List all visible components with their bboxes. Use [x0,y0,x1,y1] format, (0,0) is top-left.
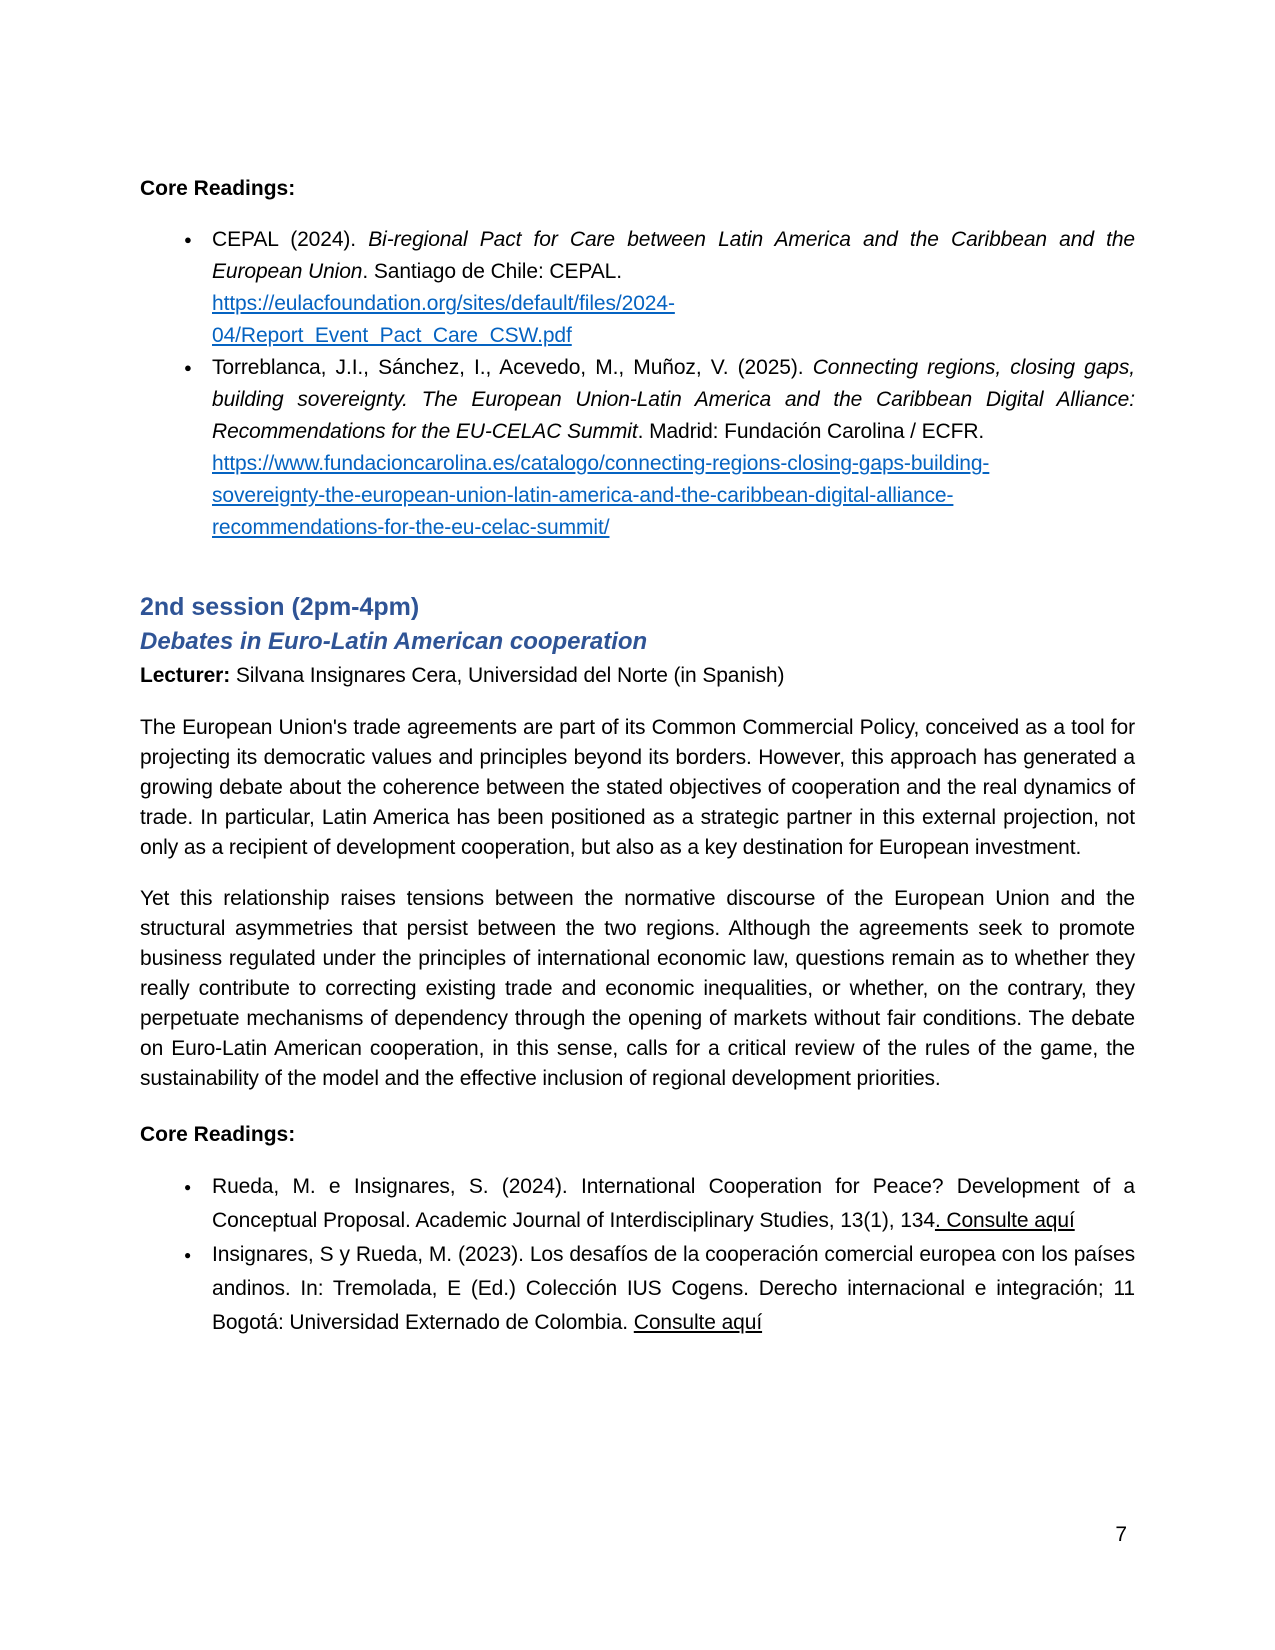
hyperlink[interactable]: https://eulacfoundation.org/sites/default/files/2024- [212,292,675,315]
reference-item [212,1170,1135,1238]
reference-item [212,1238,1135,1340]
text-run: Bi-regional Pact for Care between Latin America and the Caribbean and the European Union [212,228,1135,283]
text-run: Connecting regions, closing gaps, building sovereignty. The European Union-Latin America and the Caribbean Digital Alliance: Recommendations for the EU-CELAC Summit [212,356,1135,443]
hyperlink[interactable]: Consulte aquí [633,1311,763,1334]
text-run: Rueda, M. e Insignares, S. (2024). International Cooperation for Peace? Development of a Conceptual Proposal. Academic Journal of Interdisciplinary Studies, 13(1), 134 [212,1175,1135,1232]
reference-item [212,352,1135,544]
reference-item [212,224,1135,352]
paragraph-2: Yet this relationship raises tensions between the normative discourse of the European Union and the structural asymmetries that persist between the two regions. Although the agreements seek to promote business regulated under the principles of international economic law, questions remain as to whether they really contribute to correcting existing trade and economic inequalities, or whether, on the contrary, they perpetuate mechanisms of dependency through the opening of markets without fair conditions. The debate on Euro-Latin American cooperation, in this sense, calls for a critical review of the rules of the game, the sustainability of the model and the effective inclusion of regional development priorities. [140,887,1135,1090]
lecturer-value: Silvana Insignares Cera, Universidad del Norte (in Spanish) [230,664,785,687]
core-readings-heading-1: Core Readings: [140,177,296,200]
hyperlink[interactable]: sovereignty-the-european-union-latin-america-and-the-caribbean-digital-alliance- [212,484,954,507]
text-run: Insignares, S y Rueda, M. (2023). Los desafíos de la cooperación comercial europea con los países andinos. In: Tremolada, E (Ed.) Colección IUS Cogens. Derecho internacional e integración; 11 Bogotá: Universidad Externado de Colombia. [212,1243,1135,1334]
core-readings-heading-2: Core Readings: [140,1123,296,1146]
hyperlink[interactable]: 04/Report_Event_Pact_Care_CSW.pdf [212,324,572,347]
session-title: 2nd session (2pm-4pm) [140,593,420,621]
text-run: Torreblanca, J.I., Sánchez, I., Acevedo, M., Muñoz, V. (2025). [212,356,813,379]
hyperlink[interactable]: . Consulte aquí [934,1209,1075,1232]
text-run: . Madrid: Fundación Carolina / ECFR. [637,420,985,443]
core-readings-list-2 [140,1170,1135,1340]
text-run: . Santiago de Chile: CEPAL. [362,260,622,283]
paragraph-1: The European Union's trade agreements are part of its Common Commercial Policy, conceived as a tool for projecting its democratic values and principles beyond its borders. However, this approach has generated a growing debate about the coherence between the stated objectives of cooperation and the real dynamics of trade. In particular, Latin America has been positioned as a strategic partner in this external projection, not only as a recipient of development cooperation, but also as a key destination for European investment. [140,716,1135,859]
session-subtitle: Debates in Euro-Latin American cooperation [140,628,648,655]
hyperlink[interactable]: https://www.fundacioncarolina.es/catalogo/connecting-regions-closing-gaps-building- [212,452,990,475]
lecturer-label: Lecturer: [140,664,231,687]
text-run: CEPAL (2024). [212,228,369,251]
lecturer-line [140,659,1135,692]
core-readings-list-1 [140,224,1135,544]
page-number: 7 [1115,1523,1127,1546]
hyperlink[interactable]: recommendations-for-the-eu-celac-summit/ [212,516,610,539]
